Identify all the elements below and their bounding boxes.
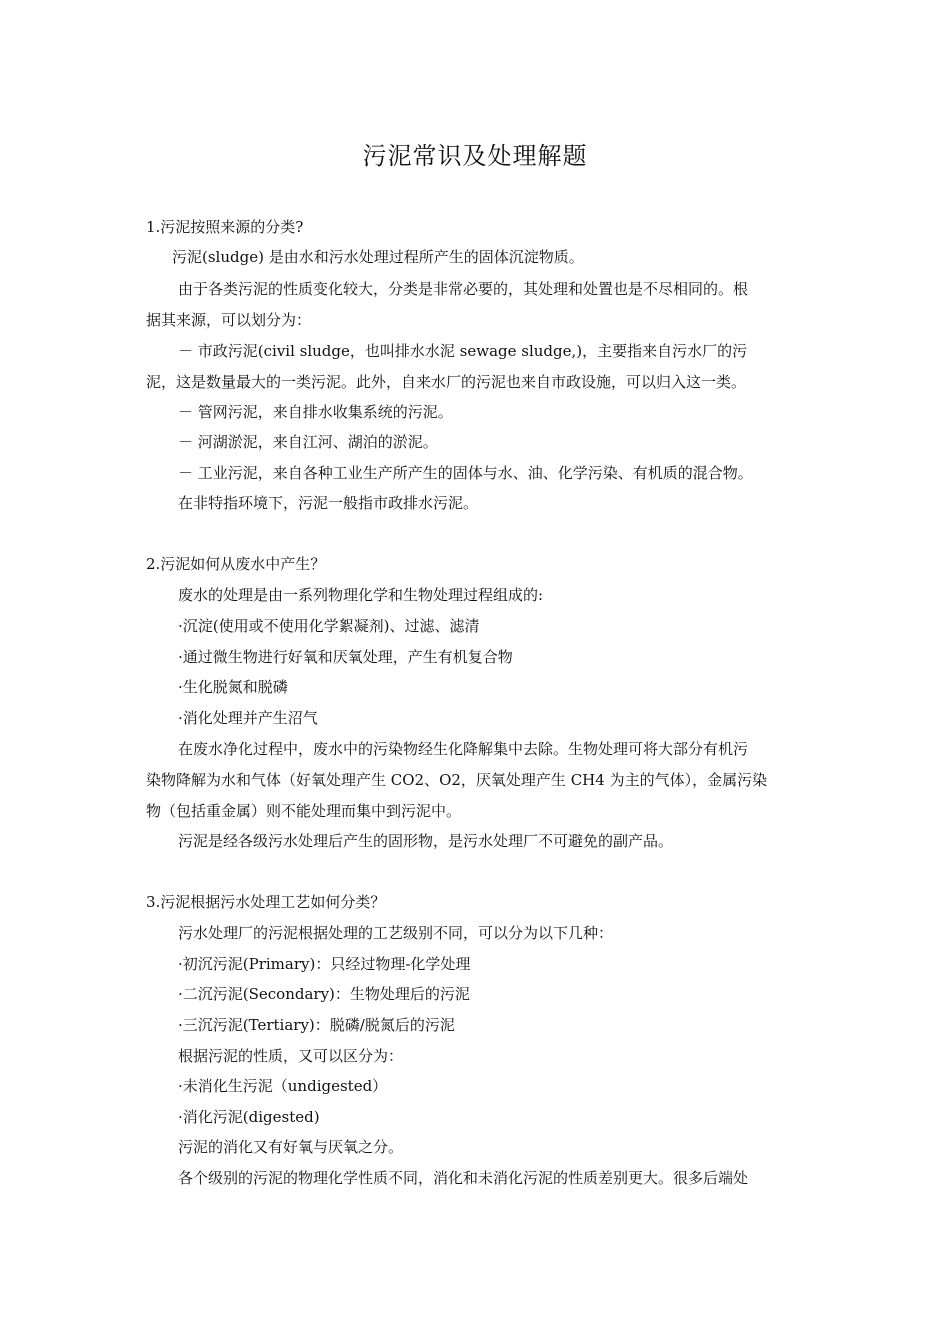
paragraph-line: 物（包括重金属）则不能处理而集中到污泥中。	[146, 802, 462, 820]
paragraph-line: 污泥是经各级污水处理后产生的固形物，是污水处理厂不可避免的副产品。	[178, 832, 674, 850]
paragraph-line: 各个级别的污泥的物理化学性质不同，消化和未消化污泥的性质差别更大。很多后端处	[178, 1169, 749, 1187]
list-item: ·未消化生污泥（undigested）	[178, 1077, 388, 1095]
paragraph-line: 废水的处理是由一系列物理化学和生物处理过程组成的:	[178, 586, 544, 604]
paragraph-line: 污水处理厂的污泥根据处理的工艺级别不同，可以分为以下几种：	[178, 924, 614, 942]
paragraph-line: 在非特指环境下，污泥一般指市政排水污泥。	[178, 494, 479, 512]
list-item: ·消化污泥(digested)	[178, 1108, 320, 1126]
list-item: ·消化处理并产生沼气	[178, 709, 318, 727]
section-heading-2: 2.污泥如何从废水中产生？	[146, 555, 326, 573]
paragraph-line: 由于各类污泥的性质变化较大，分类是非常必要的，其处理和处置也是不尽相同的。根	[178, 280, 749, 298]
document-title: 污泥常识及处理解题	[362, 142, 588, 170]
section-heading-1: 1.污泥按照来源的分类?	[146, 218, 304, 236]
list-item: － 工业污泥，来自各种工业生产所产生的固体与水、油、化学污染、有机质的混合物。	[178, 464, 753, 482]
paragraph-line: 泥，这是数量最大的一类污泥。此外，自来水厂的污泥也来自市政设施，可以归入这一类。	[146, 373, 747, 391]
list-item: ·二沉污泥(Secondary)：生物处理后的污泥	[178, 985, 470, 1003]
list-item: ·生化脱氮和脱磷	[178, 678, 288, 696]
section-heading-3: 3.污泥根据污水处理工艺如何分类？	[146, 893, 386, 911]
paragraph-line: 污泥(sludge) 是由水和污水处理过程所产生的固体沉淀物质。	[172, 248, 584, 266]
list-item: － 市政污泥(civil sludge，也叫排水水泥 sewage sludge,)，主要指来自污水厂的污	[178, 342, 748, 360]
list-item: ·沉淀(使用或不使用化学絮凝剂)、过滤、滤清	[178, 617, 480, 635]
paragraph-line: 染物降解为水和气体（好氧处理产生 CO2、O2，厌氧处理产生 CH4 为主的气体），金属污染	[146, 771, 768, 789]
list-item: ·通过微生物进行好氧和厌氧处理，产生有机复合物	[178, 648, 513, 666]
paragraph-line: 根据污泥的性质，又可以区分为：	[178, 1047, 404, 1065]
list-item: ·三沉污泥(Tertiary)：脱磷/脱氮后的污泥	[178, 1016, 455, 1034]
list-item: ·初沉污泥(Primary)：只经过物理-化学处理	[178, 955, 471, 973]
list-item: － 管网污泥，来自排水收集系统的污泥。	[178, 403, 453, 421]
paragraph-line: 在废水净化过程中，废水中的污染物经生化降解集中去除。生物处理可将大部分有机污	[178, 740, 749, 758]
paragraph-line: 据其来源，可以划分为：	[146, 311, 312, 329]
list-item: － 河湖淤泥，来自江河、湖泊的淤泥。	[178, 433, 438, 451]
paragraph-line: 污泥的消化又有好氧与厌氧之分。	[178, 1138, 404, 1156]
